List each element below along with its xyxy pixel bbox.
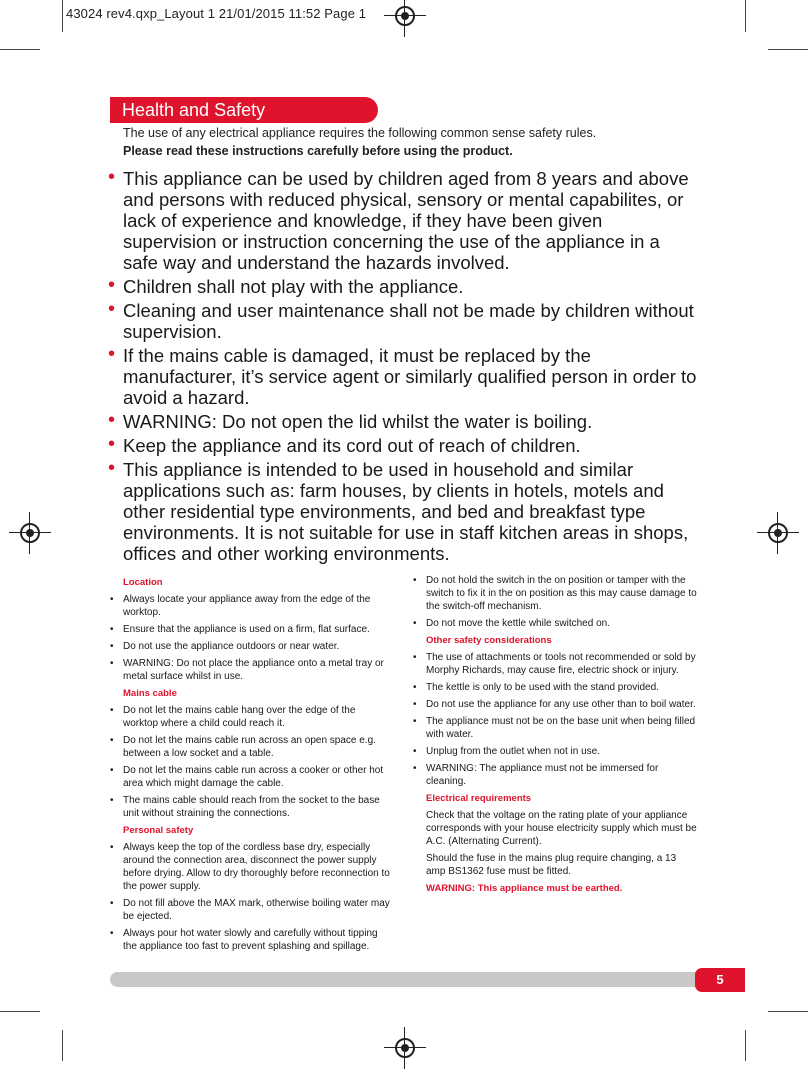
- bullet-icon: •: [110, 624, 114, 635]
- bullet-icon: •: [413, 618, 417, 629]
- list-item-text: The kettle is only to be used with the stand provided.: [426, 682, 659, 693]
- list-item-text: Children shall not play with the appliance.: [123, 276, 464, 297]
- bullet-icon: •: [110, 795, 114, 806]
- bullet-icon: •: [110, 705, 114, 716]
- list-item: [108, 345, 698, 408]
- registration-mark-icon: [17, 520, 43, 546]
- list-item-text: The use of attachments or tools not recommended or sold by Morphy Richards, may cause fire, electric shock or injury.: [426, 652, 696, 676]
- subheading-mains-cable: Mains cable: [123, 688, 177, 699]
- list-item-text: WARNING: The appliance must not be immersed for cleaning.: [426, 763, 659, 787]
- crop-mark: [745, 1030, 746, 1061]
- intro-line: The use of any electrical appliance requires the following common sense safety rules.: [123, 126, 597, 140]
- bullet-icon: •: [110, 842, 114, 853]
- list-item: [110, 640, 390, 653]
- earthed-warning: WARNING: This appliance must be earthed.: [426, 883, 623, 894]
- bullet-icon: •: [108, 298, 116, 320]
- bullet-icon: •: [108, 433, 116, 455]
- bullet-icon: •: [413, 575, 417, 586]
- list-item-text: This appliance is intended to be used in household and similar applications such as: farm houses, by clients in hotels, motels and other residential type environments, and bed and breakfast type environments. It is not suitable for use in staff kitchen areas in shops, offices and other working environments.: [123, 459, 689, 564]
- list-item: [413, 681, 697, 694]
- bullet-icon: •: [413, 652, 417, 663]
- page-number: 5: [716, 972, 724, 987]
- list-item: [108, 276, 698, 297]
- list-item: [413, 651, 697, 677]
- bullet-icon: •: [110, 735, 114, 746]
- subheading-location: Location: [123, 577, 163, 588]
- electrical-paragraph: Check that the voltage on the rating plate of your appliance corresponds with your house electricity supply which must be A.C. (Alternating Current).: [426, 810, 697, 847]
- bullet-icon: •: [413, 682, 417, 693]
- list-item: [108, 459, 698, 564]
- list-item-text: If the mains cable is damaged, it must be replaced by the manufacturer, it’s service agent or similarly qualified person in order to avoid a hazard.: [123, 345, 697, 408]
- list-item-text: The appliance must not be on the base unit when being filled with water.: [426, 716, 696, 740]
- bullet-icon: •: [413, 763, 417, 774]
- list-item: [110, 704, 390, 730]
- list-item-text: Do not use the appliance for any use other than to boil water.: [426, 699, 696, 710]
- crop-mark: [768, 49, 808, 50]
- registration-mark-icon: [392, 1035, 418, 1061]
- electrical-paragraph: Should the fuse in the mains plug require changing, a 13 amp BS1362 fuse must be fitted.: [426, 853, 677, 877]
- registration-mark-icon: [765, 520, 791, 546]
- list-item: [110, 623, 390, 636]
- intro: [123, 125, 683, 160]
- list-item-text: Always pour hot water slowly and carefully without tipping the appliance too fast to prevent splashing and spillage.: [123, 928, 378, 952]
- bullet-icon: •: [108, 166, 116, 188]
- list-item: [110, 897, 390, 923]
- section-banner: [110, 97, 378, 123]
- bullet-icon: •: [110, 928, 114, 939]
- list-item-text: Always locate your appliance away from the edge of the worktop.: [123, 594, 371, 618]
- bullet-icon: •: [110, 641, 114, 652]
- registration-mark-icon: [392, 3, 418, 29]
- crop-mark: [0, 49, 40, 50]
- left-column: [110, 574, 390, 957]
- list-item-text: Do not hold the switch in the on position or tamper with the switch to fix it in the on position as this may cause damage to the switch-off mechanism.: [426, 575, 697, 612]
- page-number-tab: [695, 968, 745, 992]
- subheading-electrical: Electrical requirements: [426, 793, 532, 804]
- list-item: [110, 657, 390, 683]
- bullet-icon: •: [108, 274, 116, 296]
- list-item-text: This appliance can be used by children aged from 8 years and above and persons with reduced physical, sensory or mental capabilites, or lack of experience and knowledge, if they have been given supervision or instruction concerning the use of the appliance in a safe way and understand the hazards involved.: [123, 168, 689, 273]
- bullet-icon: •: [110, 898, 114, 909]
- list-item-text: Keep the appliance and its cord out of reach of children.: [123, 435, 581, 456]
- list-item: [110, 927, 390, 953]
- list-item-text: Do not move the kettle while switched on.: [426, 618, 610, 629]
- list-item: [110, 764, 390, 790]
- list-item: [413, 745, 697, 758]
- list-item-text: Do not let the mains cable run across an open space e.g. between a low socket and a table.: [123, 735, 376, 759]
- footer-bar: [110, 972, 704, 987]
- section-title: Health and Safety: [122, 100, 266, 120]
- crop-mark: [62, 1030, 63, 1061]
- bullet-icon: •: [413, 716, 417, 727]
- list-item-text: Ensure that the appliance is used on a firm, flat surface.: [123, 624, 370, 635]
- list-item: [108, 435, 698, 456]
- list-item: [413, 715, 697, 741]
- list-item: [110, 794, 390, 820]
- list-item-text: Cleaning and user maintenance shall not be made by children without supervision.: [123, 300, 694, 342]
- bullet-icon: •: [110, 765, 114, 776]
- list-item-text: Do not let the mains cable hang over the edge of the worktop where a child could reach it.: [123, 705, 356, 729]
- crop-mark: [768, 1011, 808, 1012]
- crop-mark: [62, 0, 63, 32]
- list-item-text: Do not fill above the MAX mark, otherwise boiling water may be ejected.: [123, 898, 390, 922]
- main-safety-list: [108, 168, 698, 567]
- list-item: [110, 593, 390, 619]
- list-item: [110, 841, 390, 893]
- bullet-icon: •: [413, 699, 417, 710]
- list-item-text: Do not let the mains cable run across a cooker or other hot area which might damage the cable.: [123, 765, 384, 789]
- list-item: [108, 411, 698, 432]
- crop-mark: [745, 0, 746, 32]
- list-item-text: WARNING: Do not open the lid whilst the water is boiling.: [123, 411, 593, 432]
- list-item: [413, 574, 697, 613]
- list-item: [413, 617, 697, 630]
- bullet-icon: •: [110, 658, 114, 669]
- bullet-icon: •: [108, 343, 116, 365]
- bullet-icon: •: [413, 746, 417, 757]
- bullet-icon: •: [108, 409, 116, 431]
- list-item-text: Unplug from the outlet when not in use.: [426, 746, 600, 757]
- crop-mark: [0, 1011, 40, 1012]
- list-item-text: Always keep the top of the cordless base dry, especially around the connection area, disconnect the power supply before drying. Allow to dry thoroughly before reconnection to the power supply.: [123, 842, 390, 892]
- list-item-text: WARNING: Do not place the appliance onto a metal tray or metal surface whilst in use.: [123, 658, 384, 682]
- subheading-personal-safety: Personal safety: [123, 825, 194, 836]
- print-slug: 43024 rev4.qxp_Layout 1 21/01/2015 11:52 Page 1: [66, 6, 367, 21]
- intro-emphasis: Please read these instructions carefully before using the product.: [123, 143, 513, 158]
- subheading-other-safety: Other safety considerations: [426, 635, 552, 646]
- bullet-icon: •: [110, 594, 114, 605]
- list-item: [413, 762, 697, 788]
- list-item: [108, 168, 698, 273]
- list-item-text: The mains cable should reach from the socket to the base unit without straining the connections.: [123, 795, 380, 819]
- list-item: [110, 734, 390, 760]
- list-item: [108, 300, 698, 342]
- right-column: [413, 574, 697, 895]
- list-item-text: Do not use the appliance outdoors or near water.: [123, 641, 340, 652]
- list-item: [413, 698, 697, 711]
- bullet-icon: •: [108, 457, 116, 479]
